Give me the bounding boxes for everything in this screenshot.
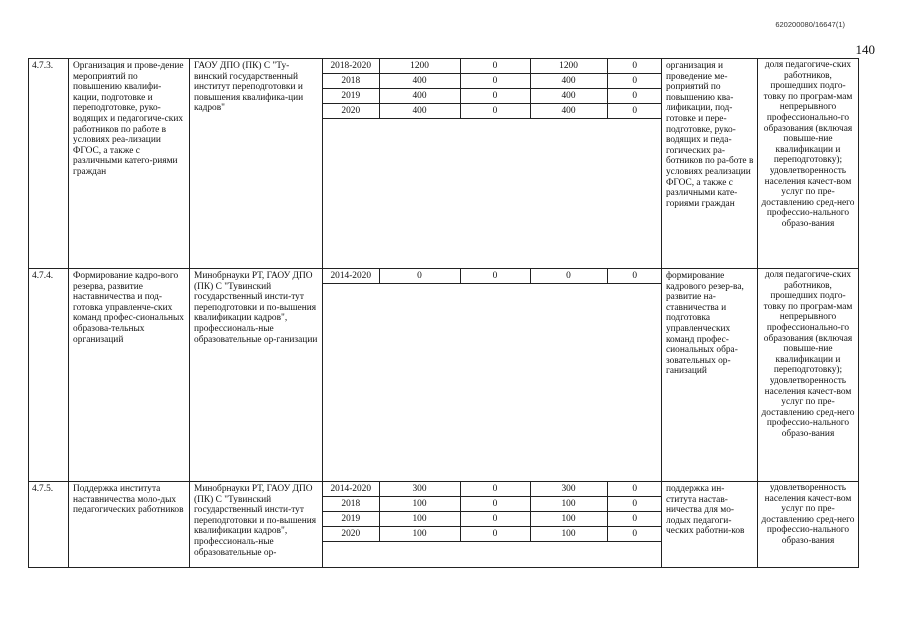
financing-total: 100 — [379, 512, 460, 527]
financing-regional: 100 — [530, 527, 607, 542]
program-table — [28, 58, 859, 568]
executor: Минобрнауки РТ, ГАОУ ДПО (ПК) С "Тувинский государственный инсти-тут переподготовки и по-вышения квалификации кадров", профессиональ-ные образовательные ор-ганизации — [190, 269, 323, 482]
financing-total: 100 — [379, 497, 460, 512]
financing-total: 1200 — [379, 59, 460, 74]
financing-regional: 1200 — [530, 59, 607, 74]
financing-federal: 0 — [460, 269, 530, 284]
financing-period: 2020 — [323, 527, 379, 542]
financing-row — [323, 482, 662, 497]
measure-name: Организация и прове-дение мероприятий по повышению квалифи-кации, подготовке и переподготовке, руко-водящих и педагогиче-ских работников по работе в условиях реа-лизации ФГОС, а также с различными катего-риями граждан — [69, 59, 190, 269]
table-row — [29, 59, 859, 269]
financing-other: 0 — [607, 59, 662, 74]
financing-period: 2014-2020 — [323, 269, 379, 284]
financing-period: 2018-2020 — [323, 59, 379, 74]
financing-regional: 100 — [530, 497, 607, 512]
financing-federal: 0 — [460, 512, 530, 527]
financing-cell — [323, 482, 662, 568]
financing-other: 0 — [607, 74, 662, 89]
financing-row — [323, 269, 662, 284]
financing-row — [323, 59, 662, 74]
expected-result: формирование кадрового резер-ва, развитие на-ставничества и подготовка управленческих команд профес-сиональных обра-зовательных ор-ганизаций — [661, 269, 757, 482]
table-row — [29, 269, 859, 482]
document-id: 620200080/16647(1) — [775, 20, 845, 29]
financing-other: 0 — [607, 89, 662, 104]
indicator: удовлетворенность населения качест-вом услуг по пре-доставлению сред-него профессио-нального образо-вания — [757, 482, 858, 568]
measure-name: Формирование кадро-вого резерва, развитие наставничества и под-готовка управленче-ских команд профес-сиональных образова-тельных организаций — [69, 269, 190, 482]
financing-cell — [323, 269, 662, 482]
financing-other: 0 — [607, 482, 662, 497]
measure-name: Поддержка института наставничества моло-дых педагогических работников — [69, 482, 190, 568]
indicator: доля педагогиче-ских работников, прошедших подго-товку по програм-мам непрерывного профессионально-го образования (включая повыше-ние квалификации и переподготовку); удовлетворенность населения качест-вом услуг по пре-доставлению сред-него профессио-нального образо-вания — [757, 59, 858, 269]
financing-other: 0 — [607, 269, 662, 284]
table-row — [29, 482, 859, 568]
financing-row — [323, 74, 662, 89]
financing-period: 2020 — [323, 104, 379, 119]
financing-total: 400 — [379, 89, 460, 104]
financing-period: 2014-2020 — [323, 482, 379, 497]
financing-row — [323, 497, 662, 512]
financing-regional: 400 — [530, 89, 607, 104]
row-number: 4.7.3. — [29, 59, 69, 269]
expected-result: организация и проведение ме-роприятий по повышению ква-лификации, под-готовке и пере-подготовке, руко-водящих и педа-гогических ра-ботников по ра-боте в условиях реализации ФГОС, а также с различными кате-гориями граждан — [661, 59, 757, 269]
financing-other: 0 — [607, 527, 662, 542]
financing-regional: 0 — [530, 269, 607, 284]
financing-federal: 0 — [460, 497, 530, 512]
financing-period: 2018 — [323, 74, 379, 89]
financing-row — [323, 512, 662, 527]
financing-table — [323, 59, 662, 119]
financing-other: 0 — [607, 104, 662, 119]
financing-row — [323, 89, 662, 104]
financing-table — [323, 269, 662, 284]
financing-period: 2019 — [323, 89, 379, 104]
financing-other: 0 — [607, 512, 662, 527]
financing-row — [323, 527, 662, 542]
financing-table — [323, 482, 662, 542]
financing-regional: 100 — [530, 512, 607, 527]
financing-total: 300 — [379, 482, 460, 497]
executor: ГАОУ ДПО (ПК) С "Ту-винский государственный институт переподготовки и повышения квалифика-ции кадров" — [190, 59, 323, 269]
financing-regional: 300 — [530, 482, 607, 497]
row-number: 4.7.4. — [29, 269, 69, 482]
financing-period: 2018 — [323, 497, 379, 512]
page-number: 140 — [855, 42, 875, 57]
financing-federal: 0 — [460, 89, 530, 104]
indicator: доля педагогиче-ских работников, прошедших подго-товку по програм-мам непрерывного профессионально-го образования (включая повыше-ние квалификации и переподготовку); удовлетворенность населения качест-вом услуг по пре-доставлению сред-него профессио-нального образо-вания — [757, 269, 858, 482]
row-number: 4.7.5. — [29, 482, 69, 568]
financing-regional: 400 — [530, 104, 607, 119]
expected-result: поддержка ин-ститута настав-ничества для мо-лодых педагоги-ческих работни-ков — [661, 482, 757, 568]
financing-period: 2019 — [323, 512, 379, 527]
financing-row — [323, 104, 662, 119]
financing-federal: 0 — [460, 74, 530, 89]
financing-regional: 400 — [530, 74, 607, 89]
financing-total: 400 — [379, 74, 460, 89]
financing-federal: 0 — [460, 59, 530, 74]
financing-federal: 0 — [460, 104, 530, 119]
executor: Минобрнауки РТ, ГАОУ ДПО (ПК) С "Тувинский государственный инсти-тут переподготовки и по-вышения квалификации кадров", профессиональ-ные образовательные ор- — [190, 482, 323, 568]
financing-other: 0 — [607, 497, 662, 512]
financing-total: 0 — [379, 269, 460, 284]
financing-federal: 0 — [460, 482, 530, 497]
financing-total: 100 — [379, 527, 460, 542]
financing-cell — [323, 59, 662, 269]
financing-total: 400 — [379, 104, 460, 119]
financing-federal: 0 — [460, 527, 530, 542]
